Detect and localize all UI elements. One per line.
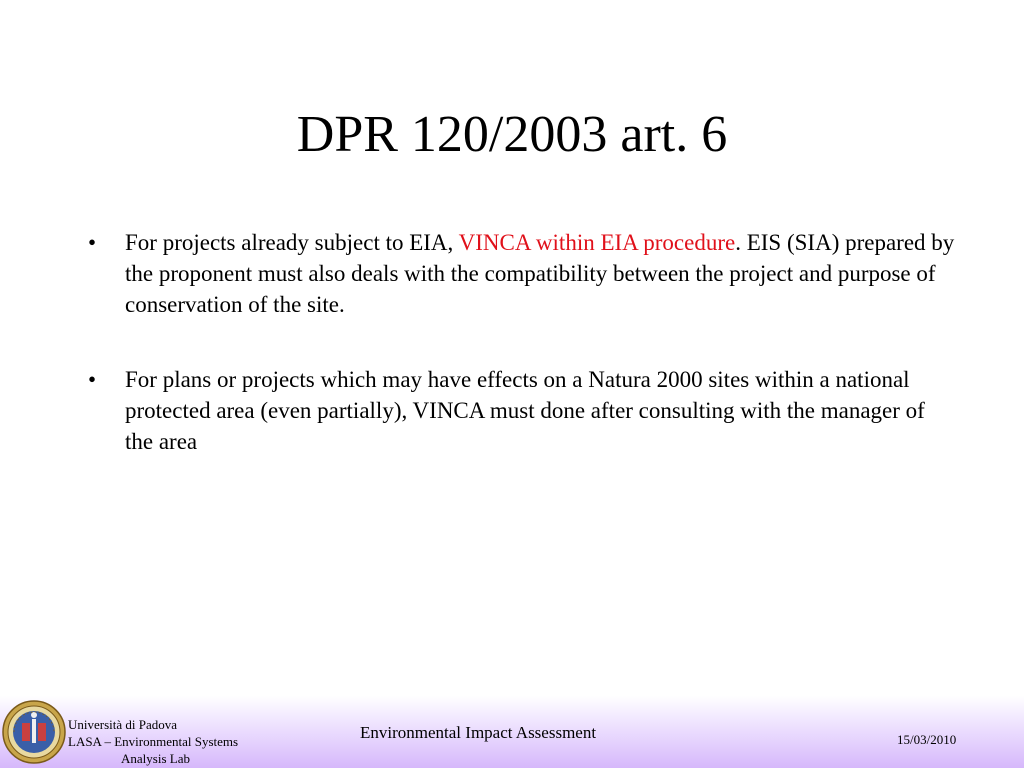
footer-institution [68,716,238,767]
bullet-symbol: • [88,367,97,392]
bullet-item-natura [88,364,958,457]
bullet-item-eia [88,227,958,320]
slide-title: DPR 120/2003 art. 6 [296,106,728,163]
footer-institution-line3: Analysis Lab [121,751,190,766]
bullet-text-before: For projects already subject to EIA, [125,230,459,255]
bullet-symbol: • [88,230,97,255]
footer-institution-line1: Università di Padova [68,717,178,732]
bullet-text-after: . EIS (SIA) prepared by the proponent must also deals with the compatibility between the project and purpose of conservation of the site. [125,230,955,317]
bullet-highlight: VINCA within EIA procedure [458,230,736,255]
bullet-list [88,227,958,457]
footer-date: 15/03/2010 [897,732,957,747]
footer-course-title: Environmental Impact Assessment [360,723,597,742]
footer-institution-line2: LASA – Environmental Systems [68,734,239,749]
university-seal-icon [2,699,66,765]
bullet-text: For plans or projects which may have effects on a Natura 2000 sites within a national protected area (even partially), VINCA must done after consulting with the manager of the area [125,367,925,454]
